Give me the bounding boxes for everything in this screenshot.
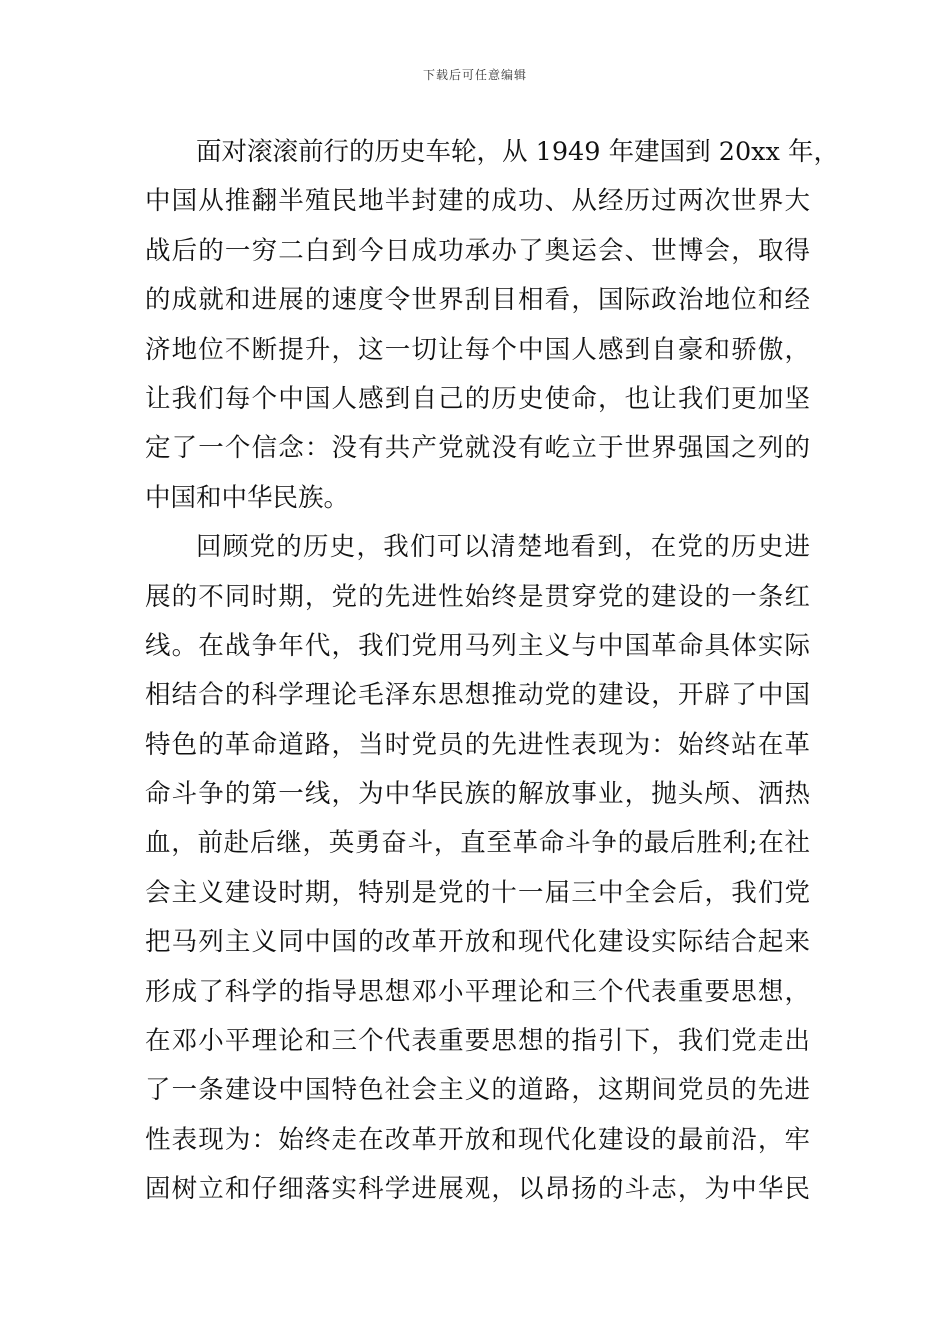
text-line: 在邓小平理论和三个代表重要思想的指引下，我们党走出 — [145, 1026, 810, 1057]
text-line: 把马列主义同中国的改革开放和现代化建设实际结合起来 — [145, 927, 810, 958]
text-line: 中国和中华民族。 — [145, 482, 350, 513]
text-line: 相结合的科学理论毛泽东思想推动党的建设，开辟了中国 — [145, 680, 810, 711]
text-line: 了一条建设中国特色社会主义的道路，这期间党员的先进 — [145, 1075, 810, 1106]
text-line: 面对滚滚前行的历史车轮，从 1949 年建国到 20xx 年， — [196, 137, 840, 167]
text-line: 战后的一穷二白到今日成功承办了奥运会、世博会，取得 — [145, 235, 810, 266]
header-note: 下载后可任意编辑 — [422, 68, 527, 82]
text-line: 展的不同时期，党的先进性始终是贯穿党的建设的一条红 — [145, 581, 810, 612]
paragraph-2 — [145, 523, 810, 1214]
text-line: 性表现为：始终走在改革开放和现代化建设的最前沿，牢 — [145, 1124, 810, 1155]
text-line: 的成就和进展的速度令世界刮目相看，国际政治地位和经 — [145, 285, 810, 316]
text-line: 济地位不断提升，这一切让每个中国人感到自豪和骄傲， — [145, 334, 810, 365]
text-line: 定了一个信念：没有共产党就没有屹立于世界强国之列的 — [145, 433, 810, 464]
text-line: 命斗争的第一线，为中华民族的解放事业，抛头颅、洒热 — [145, 779, 810, 810]
text-line: 会主义建设时期，特别是党的十一届三中全会后，我们党 — [145, 877, 810, 908]
text-line: 形成了科学的指导思想邓小平理论和三个代表重要思想， — [145, 976, 810, 1007]
paragraph-1 — [145, 128, 840, 523]
text-line: 线。在战争年代，我们党用马列主义与中国革命具体实际 — [145, 630, 810, 661]
text-line: 血，前赴后继，英勇奋斗，直至革命斗争的最后胜利;在社 — [145, 828, 810, 859]
text-line: 回顾党的历史，我们可以清楚地看到，在党的历史进 — [196, 532, 810, 563]
text-line: 固树立和仔细落实科学进展观，以昂扬的斗志，为中华民 — [145, 1174, 810, 1205]
document-body — [145, 128, 840, 1215]
text-line: 让我们每个中国人感到自己的历史使命，也让我们更加坚 — [145, 383, 810, 414]
text-line: 中国从推翻半殖民地半封建的成功、从经历过两次世界大 — [145, 186, 810, 217]
text-line: 特色的革命道路，当时党员的先进性表现为：始终站在革 — [145, 729, 810, 760]
